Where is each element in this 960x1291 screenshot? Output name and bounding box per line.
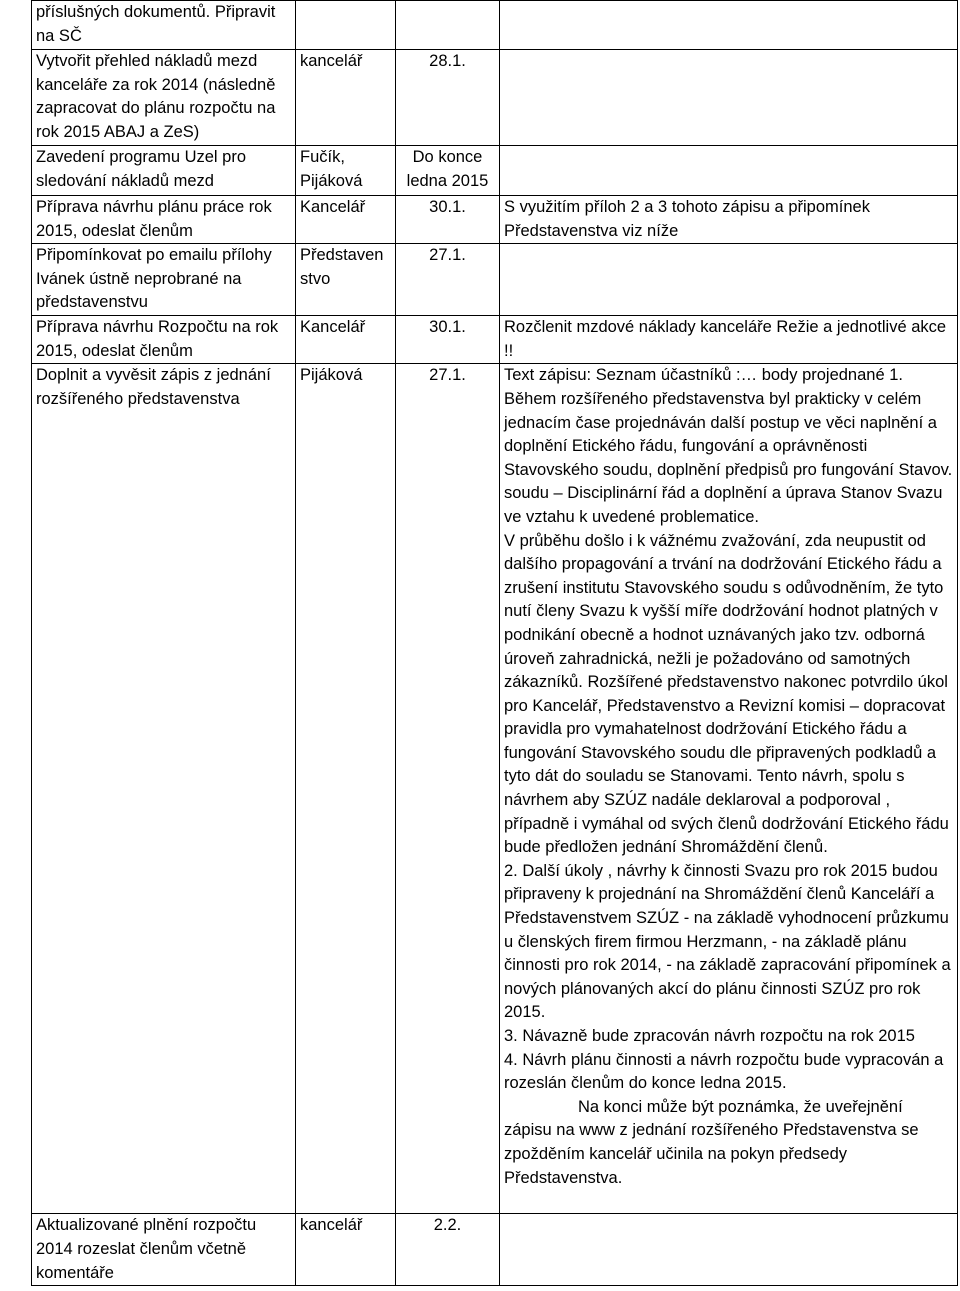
note-cell: [500, 1, 958, 50]
deadline-cell: 28.1.: [396, 50, 500, 146]
task-cell: Zavedení programu Uzel pro sledování nákladů mezd: [32, 146, 296, 196]
deadline-cell: 30.1.: [396, 316, 500, 364]
note-paragraph: Text zápisu: Seznam účastníků :… body projednané 1. Během rozšířeného představenstva byl prakticky v celém jednacím čase projednáván další postup ve věci naplnění a doplnění Etického řádu, fungování a oprávněnosti Stavovského soudu, doplnění předpisů pro fungování Stavov. soudu – Disciplinární řád a doplnění a úprava Stanov Svazu ve vztahu k uvedené problematice.: [504, 366, 953, 526]
table-row: [32, 196, 958, 244]
deadline-cell: 27.1.: [396, 244, 500, 316]
deadline-cell: 30.1.: [396, 196, 500, 244]
task-cell: příslušných dokumentů. Připravit na SČ: [32, 1, 296, 50]
note-cell: [500, 146, 958, 196]
responsible-cell: Představenstvo: [296, 244, 396, 316]
note-cell: Rozčlenit mzdové náklady kanceláře Režie a jednotlivé akce !!: [500, 316, 958, 364]
note-cell: S využitím příloh 2 a 3 tohoto zápisu a připomínek Představenstva viz níže: [500, 196, 958, 244]
note-cell: [500, 364, 958, 1214]
note-paragraph: 2. Další úkoly , návrhy k činnosti Svazu pro rok 2015 budou připraveny k projednání na Shromáždění členů Kanceláří a Představenstvem SZÚZ - na základě vyhodnocení průzkumu u členských firem firmou Herzmann, - na základě plánu činnosti pro rok 2014, - na základě zapracování připomínek a nových plánovaných akcí do plánu činnosti SZÚZ pro rok 2015.: [504, 861, 951, 1022]
task-cell: Příprava návrhu Rozpočtu na rok 2015, odeslat členům: [32, 316, 296, 364]
task-cell: Připomínkovat po emailu přílohy Ivánek ústně neprobrané na představenstvu: [32, 244, 296, 316]
responsible-cell: Pijáková: [296, 364, 396, 1214]
table-row: [32, 316, 958, 364]
note-paragraph: Na konci může být poznámka, že uveřejnění zápisu na www z jednání rozšířeného Představenstva se zpožděním kancelář učinila na pokyn předsedy Představenstva.: [504, 1097, 919, 1187]
responsible-cell: kancelář: [296, 50, 396, 146]
deadline-cell: 27.1.: [396, 364, 500, 1214]
table-row: [32, 50, 958, 146]
responsible-cell: [296, 1, 396, 50]
task-table: [31, 0, 958, 1286]
note-cell: [500, 1214, 958, 1286]
deadline-cell: [396, 1, 500, 50]
table-row: [32, 1, 958, 50]
task-cell: Vytvořit přehled nákladů mezd kanceláře za rok 2014 (následně zapracovat do plánu rozpočtu na rok 2015 ABAJ a ZeS): [32, 50, 296, 146]
note-paragraph: 3. Návazně bude zpracován návrh rozpočtu na rok 2015: [504, 1027, 915, 1045]
note-paragraph: V průběhu došlo i k vážnému zvažování, zda neupustit od dalšího propagování a trvání na dodržování Etického řádu a zrušení institutu Stavovského soudu s odůvodněním, že tyto nutí členy Svazu k vyšší míře dodržování hodnot platných v podnikání obecně a hodnot uznávaných jako tzv. odborná úroveň zahradnická, nežli je požadováno od samotných zákazníků. Rozšířené představenstvo nakonec potvrdilo úkol pro Kancelář, Představenstvo a Revizní komisi – dopracovat pravidla pro vymahatelnost dodržování Etického řádu a fungování Stavovského soudu dle připravených podkladů a tyto dát do souladu se Stanovami. Tento návrh, spolu s návrhem aby SZÚZ nadále deklaroval a podporoval , případně i vymáhal od svých členů dodržování Etického řádu bude předložen jednání Shromáždění členů.: [504, 531, 949, 857]
table-row: [32, 146, 958, 196]
responsible-cell: Kancelář: [296, 316, 396, 364]
table-row: [32, 244, 958, 316]
note-cell: [500, 50, 958, 146]
responsible-cell: Fučík, Pijáková: [296, 146, 396, 196]
responsible-cell: kancelář: [296, 1214, 396, 1286]
responsible-cell: Kancelář: [296, 196, 396, 244]
deadline-cell: Do konce ledna 2015: [396, 146, 500, 196]
note-paragraph: 4. Návrh plánu činnosti a návrh rozpočtu bude vypracován a rozeslán členům do konce ledna 2015.: [504, 1050, 944, 1093]
task-cell: Aktualizované plnění rozpočtu 2014 rozeslat členům včetně komentáře: [32, 1214, 296, 1286]
deadline-cell: 2.2.: [396, 1214, 500, 1286]
task-cell: Příprava návrhu plánu práce rok 2015, odeslat členům: [32, 196, 296, 244]
task-cell: Doplnit a vyvěsit zápis z jednání rozšířeného představenstva: [32, 364, 296, 1214]
table-row: [32, 1214, 958, 1286]
table-row: [32, 364, 958, 1214]
note-cell: [500, 244, 958, 316]
